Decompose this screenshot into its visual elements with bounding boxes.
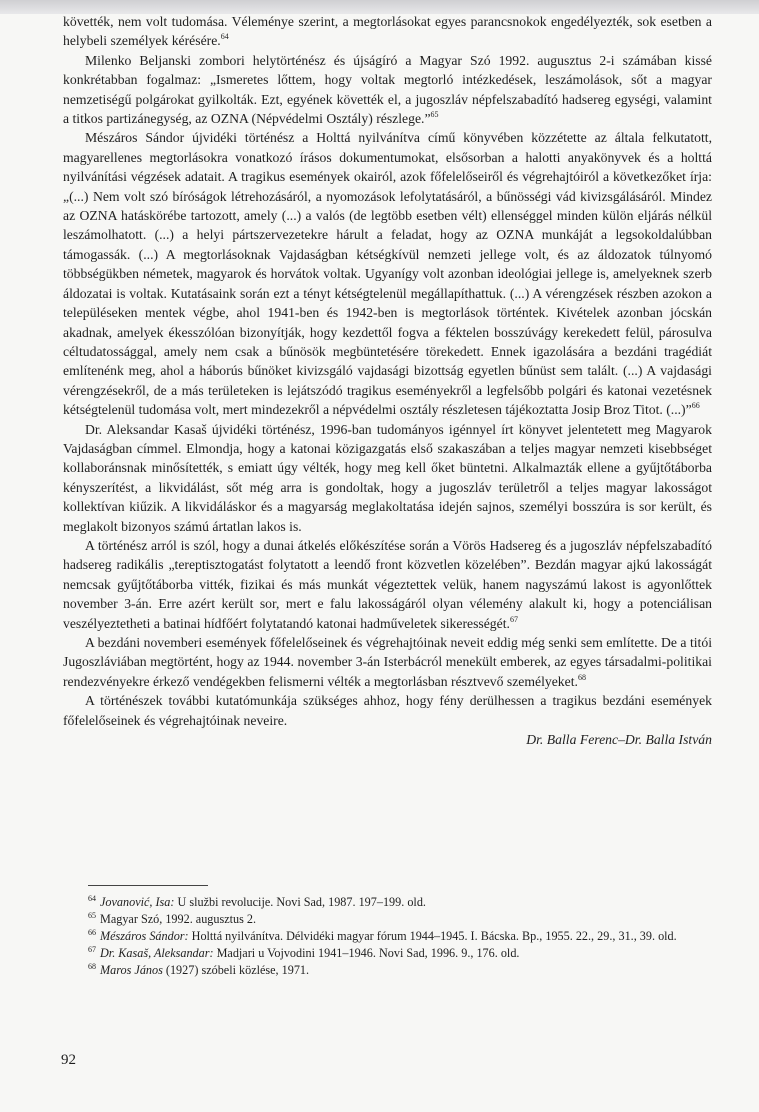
footnote-item xyxy=(88,962,688,979)
footnote-number: 66 xyxy=(88,928,96,937)
footnote-number: 65 xyxy=(88,911,96,920)
footnote-text: Holttá nyilvánítva. Délvidéki magyar fórum 1944–1945. I. Bácska. Bp., 1955. 22., 29., 31., 39. old. xyxy=(191,929,677,943)
paragraph: A történészek további kutatómunkája szükséges ahhoz, hogy fény derülhessen a tragikus bezdáni események főfelelőseinek és végrehajtóinak neveire. xyxy=(63,693,712,728)
footnote-ref[interactable]: 67 xyxy=(509,614,518,624)
footnote-item xyxy=(88,894,688,911)
page-number: 92 xyxy=(61,1052,76,1068)
footnote-text: U službi revolucije. Novi Sad, 1987. 197–199. old. xyxy=(177,895,426,909)
paragraph: Mészáros Sándor újvidéki történész a Holttá nyilvánítva című könyvében közzétette az általa felkutatott, magyarellenes megtorlásokra vonatkozó írásos dokumentumokat, elsősorban a halotti anyakönyvek és a holttá nyilvánítási végzések adatait. A tragikus események okairól, azok főfelelőseiről és végrehajtóiról a következőket írja: „(...) Nem volt szó bíróságok létrehozásáról, a nyomozások lefolytatásáról, a bűnösségi vád kivizsgálásáról. Mindez az OZNA hatáskörébe tartozott, amely (...) a valós (de legtöbb esetben vélt) ellenséggel minden külön eljárás nélkül leszámolhatott. (...) a helyi pártszervezetekre hárult a feladat, hogy az OZNA munkáját a legsokoldalúbban támogassák. (...) A megtorlásoknak Vajdaságban kétségkívül nemzeti jellege volt, és az áldozatok túlnyomó többségükben németek, magyarok és horvátok voltak. Ugyanígy volt azonban ideológiai jellege is, amelyeknek szerb áldozatai is voltak. Kutatásaink során ezt a tényt kétségtelenül megállapíthattuk. (...) A vérengzések részben azokon a településeken mentek végbe, ahol 1941-ben és 1942-ben is megtorlások történtek. Kivételek azonban jócskán akadnak, amelyek ékesszólóan bizonyítják, hogy kezdettől fogva a féktelen bosszúvágy kerekedett felül, párosulva céltudatossággal, amely nem csak a bűnösök megbüntetésére törekedett. Ennek igazolására a bezdáni tragédiát említenénk meg, ahol a háborús bűnöket kivizsgáló vajdasági bizottság egyetlen bűnüst sem talált. (...) A vajdasági vérengzésekről, de a más területeken is lejátszódó tragikus eseményekről a legfelsőbb polgári és katonai vezetésnek kétségtelenül tudomása volt, mert mindezekről a népvédelmi osztály részletesen tájékoztatta Josip Broz Titot. (...)”$^{66}$ xyxy=(63,130,712,418)
paragraph: A történész arról is szól, hogy a dunai átkelés előkészítése során a Vörös Hadsereg és a jugoszláv népfelszabadító hadsereg radikális „tereptisztogatást folytatott a leendő front közvetlen közelében”. Bezdán magyar ajkú lakosságát nemcsak gyűjtőtáborba vitték, fizikai és más munkát végeztettek velük, hanem nagyszámú lakost is agyonlőttek november 3-án. Erre azért került sor, mert e falu lakosságáról olyan vélemény alakult ki, hogy a potenciálisan veszélyeztetheti a batinai hídfőért folytatandó katonai hadműveletek sikerességét.$^{67}$ xyxy=(63,537,712,631)
footnote-ref[interactable]: 66 xyxy=(691,401,700,411)
footnote-divider xyxy=(88,885,208,886)
document-page xyxy=(63,12,712,749)
body-text xyxy=(63,12,712,730)
footnote-author: Maros János xyxy=(100,963,163,977)
paragraph: Milenko Beljanski zombori helytörténész és újságíró a Magyar Szó 1992. augusztus 2-i számában kissé konkrétabban fogalmaz: „Ismeretes lőttem, hogy voltak megtorló intézkedések, leszámolások, sőt a magyar nemzetiségű polgárokat gyilkolták. Ezt, egyének követték el, a jugoszláv népfelszabadító hadsereg egységi, valamint a titkos partizánegység, az OZNA (Népvédelmi Osztály) részlege.”$^{65}$ xyxy=(63,52,712,127)
footnote-item xyxy=(88,911,688,928)
paragraph: A bezdáni novemberi események főfelelőseinek és végrehajtóinak neveit eddig még senki sem említette. De a titói Jugoszláviában megtörtént, hogy az 1944. november 3-án Isterbácról menekült emberek, az egyes társadalmi-politikai rendezvényekre érkező vendégekben felismerni vélték a megtorlásban résztvevő személyeket.$^{68}$ xyxy=(63,635,712,689)
footnote-ref[interactable]: 68 xyxy=(577,672,586,682)
footnote-author: Mészáros Sándor: xyxy=(100,929,189,943)
footnote-number: 68 xyxy=(88,962,96,971)
footnote-text: Magyar Szó, 1992. augusztus 2. xyxy=(100,912,257,926)
footnote-text: (1927) szóbeli közlése, 1971. xyxy=(165,963,310,977)
footnote-text: Madjari u Vojvodini 1941–1946. Novi Sad, 1996. 9., 176. old. xyxy=(216,946,520,960)
footnote-author: Dr. Kasaš, Aleksandar: xyxy=(100,946,214,960)
author-signature: Dr. Balla Ferenc–Dr. Balla István xyxy=(526,732,712,748)
footnote-author: Jovanović, Isa: xyxy=(100,895,175,909)
paragraph: Dr. Aleksandar Kasaš újvidéki történész, 1996-ban tudományos igénnyel írt könyvet jelentetett meg Magyarok Vajdaságban címmel. Elmondja, hogy a katonai közigazgatás első szakaszában a teljes magyar nemzeti kisebbséget kollaboránsnak minősítették, s emiatt úgy vélték, hogy meg kell őket büntetni. Alkalmazták ellene a gyűjtőtáborba kényszerítést, a likvidálást, sőt még arra is gondoltak, hogy a jugoszláv területről a teljes magyar lakosságot kollektívan kiűzik. A likvidáláskor és a magyarság meglakoltatása idején sajnos, személyi bosszúra is sor került, és meglakolt bizonyos számú ártatlan lakos is. xyxy=(63,421,712,534)
paragraph: követték, nem volt tudomása. Véleménye szerint, a megtorlásokat egyes parancsnokok engedélyezték, sok esetben a helybeli személyek kérésére.$^{64}$ xyxy=(63,14,712,49)
footnote-number: 64 xyxy=(88,894,96,903)
footnote-number: 67 xyxy=(88,945,96,954)
footnote-ref[interactable]: 64 xyxy=(220,32,229,42)
footnote-item xyxy=(88,945,688,962)
footnote-item xyxy=(88,928,688,945)
footnotes xyxy=(88,894,688,979)
footnote-ref[interactable]: 65 xyxy=(430,110,439,120)
